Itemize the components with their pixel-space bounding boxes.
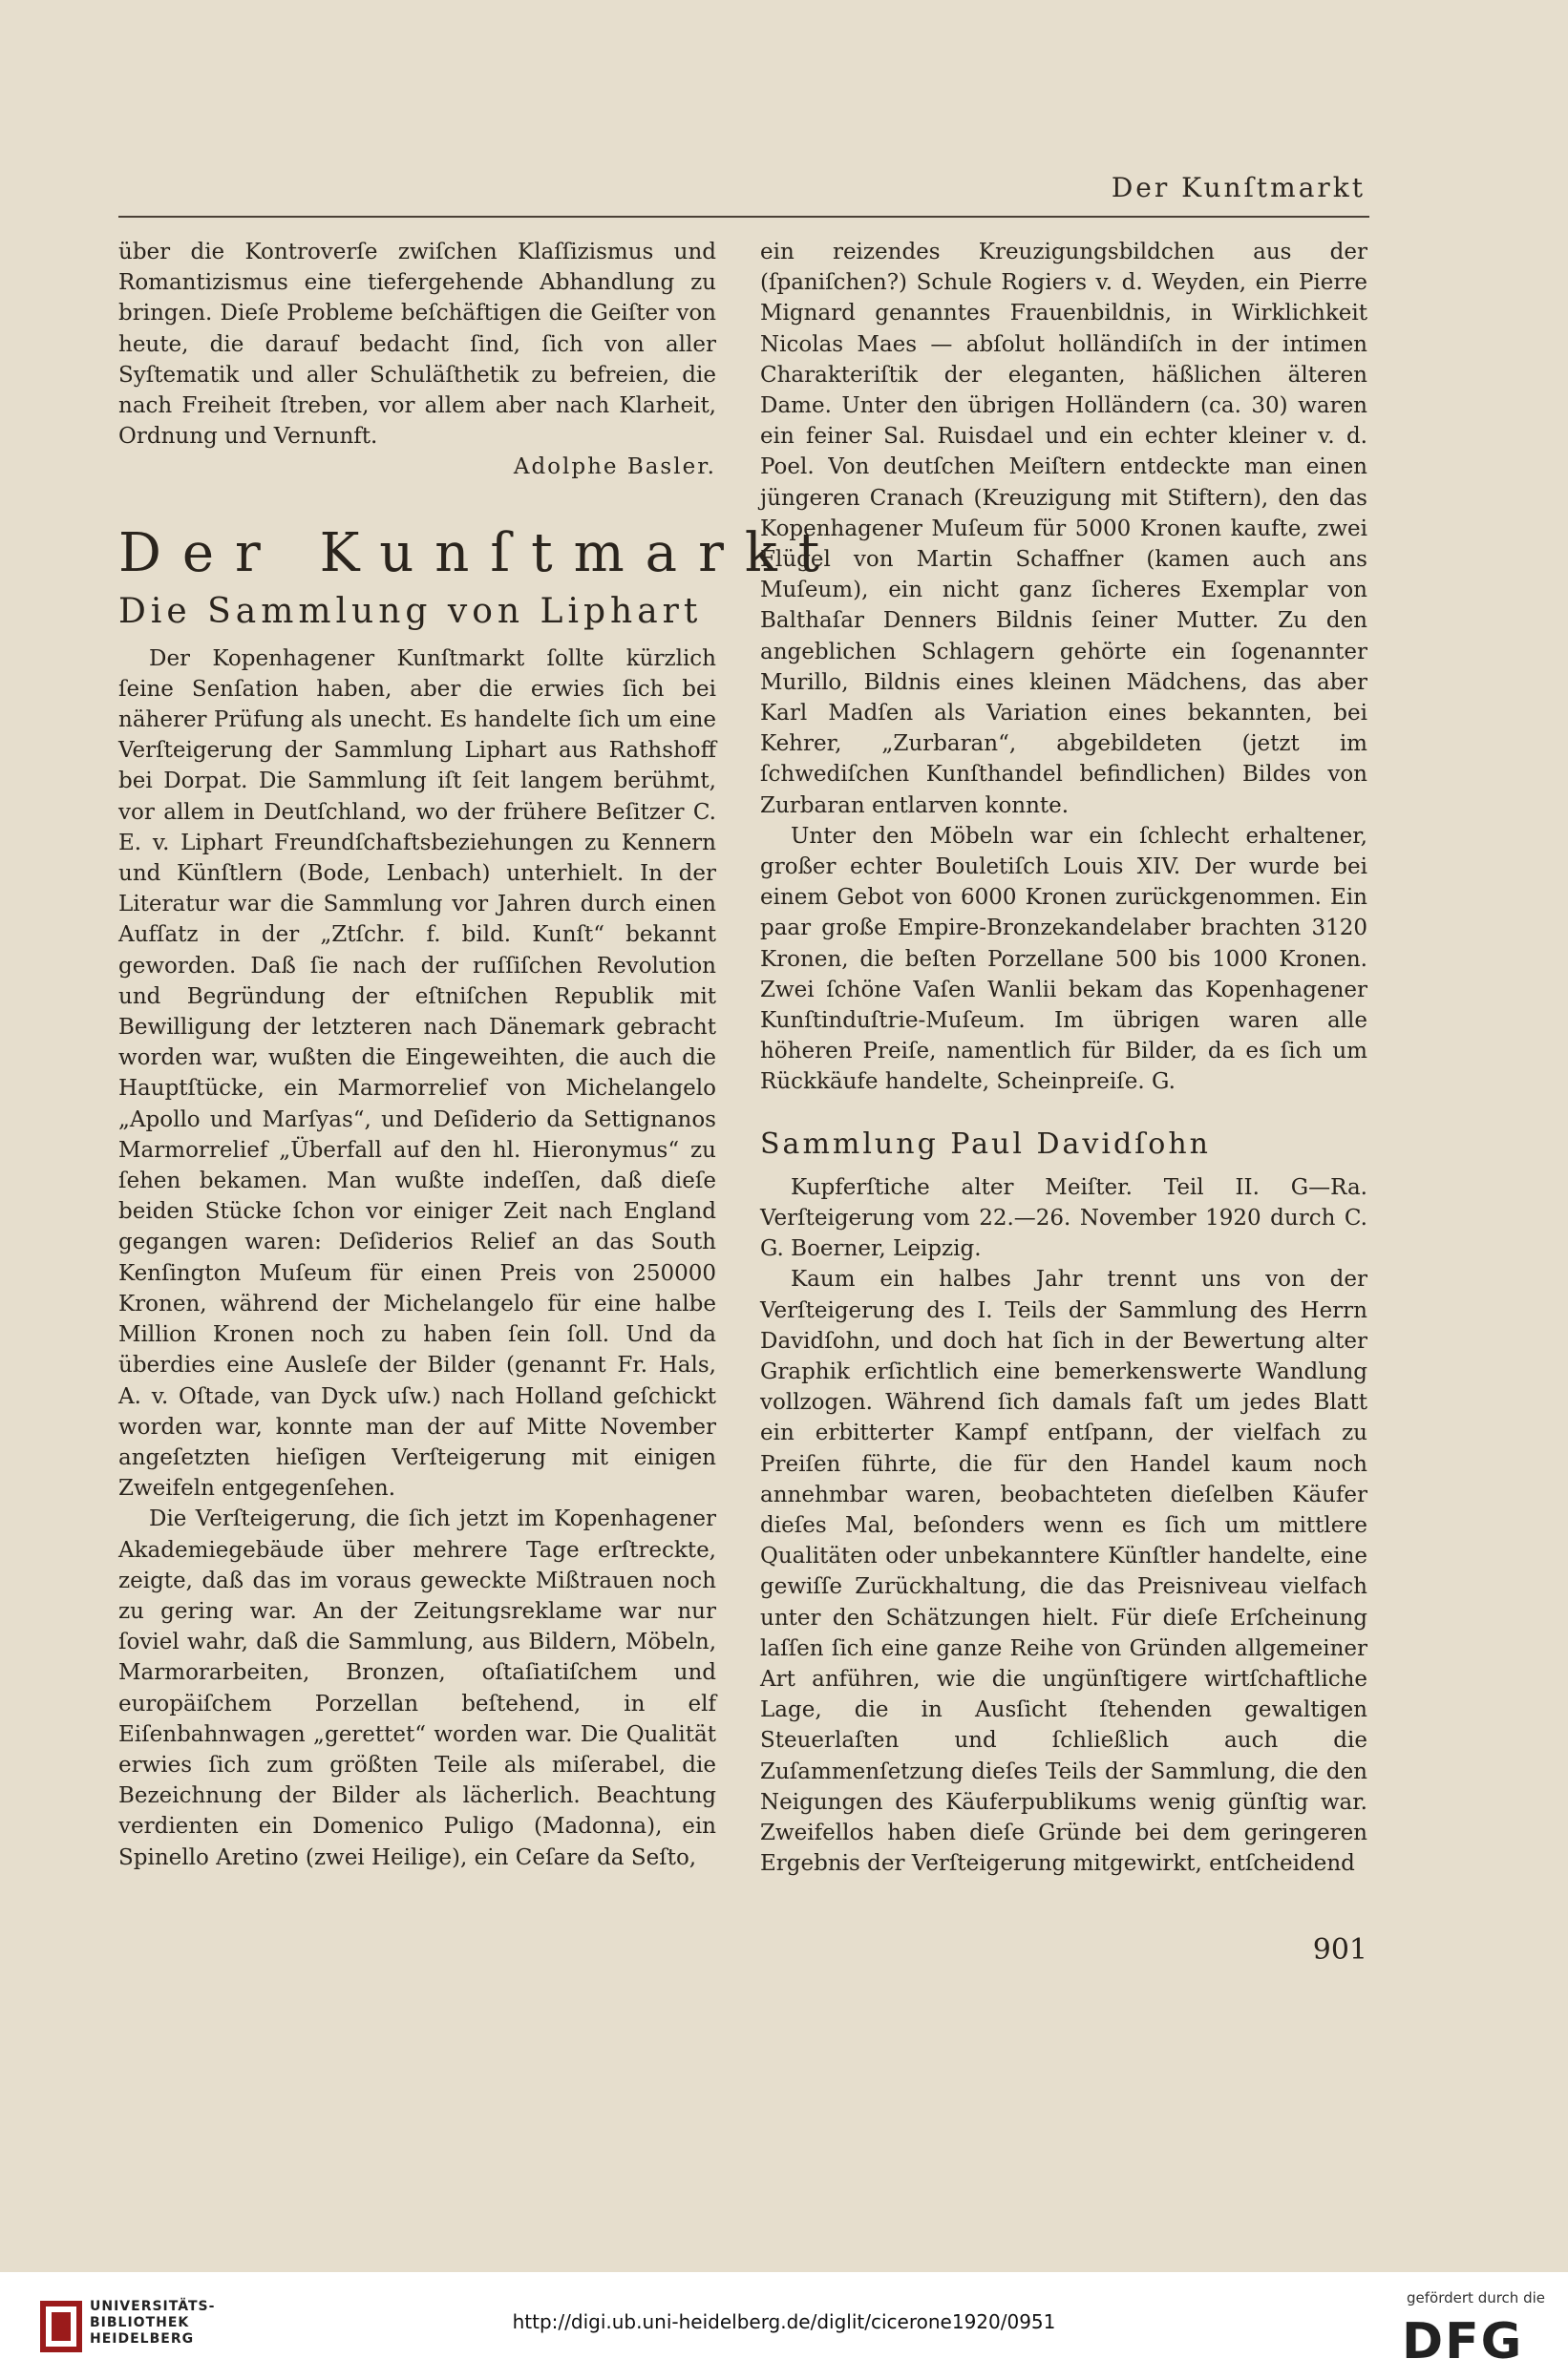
running-head: Der Kunſtmarkt xyxy=(1111,172,1366,203)
intro-paragraph: über die Kontroverſe zwiſchen Klaſſizismus und Romantizismus eine tiefergehende Abhandlung zu bringen. Dieſe Probleme beſchäftigen die Geiſter von heute, die darauf bedacht ſind, ſich von aller Syſtematik und aller Schuläſthetik zu befreien, die nach Freiheit ſtreben, vor allem aber nach Klarheit, Ordnung und Vernunft. xyxy=(118,240,716,450)
body-paragraph: Der Kopenhagener Kunſtmarkt ſollte kürzlich ſeine Senſation haben, aber die erwies ſich bei näherer Prüfung als unecht. Es handelte ſich um eine Verſteigerung der Sammlung Liphart aus Rathshoff bei Dorpat. Die Sammlung iſt ſeit langem berühmt, vor allem in Deutſchland, wo der frühere Beſitzer C. E. v. Liphart Freundſchaftsbeziehungen zu Kennern und Künſtlern (Bode, Lenbach) unterhielt. In der Literatur war die Sammlung vor Jahren durch einen Aufſatz in der „Ztſchr. f. bild. Kunſt“ bekannt geworden. Daß ſie nach der ruſſiſchen Revolution und Begründung der eſtniſchen Republik mit Bewilligung der letzteren nach Dänemark gebracht worden war, wußten die Eingeweihten, die auch die Hauptſtücke, ein Marmorrelief von Michelangelo „Apollo und Marſyas“, und Deſiderio da Settignanos Marmorrelief „Überfall auf den hl. Hieronymus“ zu ſehen bekamen. Man wußte indeſſen, daß dieſe beiden Stücke ſchon vor einiger Zeit nach England gegangen waren: Deſiderios Relief an das South Kenſington Muſeum für einen Preis von 250000 Kronen, während der Michelangelo für eine halbe Million Kronen noch zu haben ſein ſoll. Und da überdies eine Ausleſe der Bilder (genannt Fr. Hals, A. v. Oſtade, van Dyck uſw.) nach Holland geſchickt worden war, konnte man der auf Mitte November angeſetzten hieſigen Verſteigerung mit einigen Zweifeln entgegenſehen. xyxy=(118,645,716,1502)
bibliographic-note: Kupferſtiche alter Meiſter. Teil II. G—Ra. Verſteigerung vom 22.—26. November 1920 durch C. G. Boerner, Leipzig. xyxy=(760,1174,1367,1262)
author-signature: Adolphe Basler. xyxy=(513,454,716,480)
body-paragraph: Unter den Möbeln war ein ſchlecht erhaltener, großer echter Bouletiſch Louis XIV. Der wurde bei einem Gebot von 6000 Kronen zurückgenommen. Ein paar große Empire-Bronzekandelaber brachten 3120 Kronen, die beſten Porzellane 500 bis 1000 Kronen. Zwei ſchöne Vaſen Wanlii bekam das Kopenhagener Kunſtinduſtrie-Muſeum. Im übrigen waren alle höheren Preiſe, namentlich für Bilder, da es ſich um Rückkäufe handelte, Scheinpreiſe. G. xyxy=(760,823,1367,1095)
permalink-url[interactable]: http://digi.ub.uni-heidelberg.de/diglit/cicerone1920/0951 xyxy=(512,2310,1056,2333)
body-paragraph: Die Verſteigerung, die ſich jetzt im Kopenhagener Akademiegebäude über mehrere Tage erſtreckte, zeigte, daß das im voraus geweckte Mißtrauen noch zu gering war. An der Zeitungsreklame war nur ſoviel wahr, daß die Sammlung, aus Bildern, Möbeln, Marmorarbeiten, Bronzen, oſtaſiatiſchem und europäiſchem Porzellan beſtehend, in elf Eiſenbahnwagen „gerettet“ worden war. Die Qualität erwies ſich zum größten Teile als miſerabel, die Bezeichnung der Bilder als lächerlich. Beachtung verdienten ein Domenico Puligo (Madonna), ein Spinello Aretino (zwei Heilige), ein Ceſare da Seſto, xyxy=(118,1506,716,1870)
library-name-line: BIBLIOTHEK xyxy=(90,2315,190,2330)
left-column xyxy=(118,237,841,1873)
support-text: gefördert durch die xyxy=(1407,2289,1545,2306)
dfg-logo-text: DFG xyxy=(1402,2314,1524,2364)
subsection-title-davidsohn: Sammlung Paul Davidſohn xyxy=(760,1127,1211,1161)
right-column xyxy=(760,237,1367,1879)
body-paragraph: Kaum ein halbes Jahr trennt uns von der Verſteigerung des I. Teils der Sammlung des Herrn Davidſohn, und doch hat ſich in der Bewertung alter Graphik erſichtlich eine bemerkenswerte Wandlung vollzogen. Während ſich damals faſt um jedes Blatt ein erbitterter Kampf entſpann, der vielfach zu Preiſen führte, die für den Handel kaum noch annehmbar waren, beobachteten dieſelben Käufer dieſes Mal, beſonders wenn es ſich um mittlere Qualitäten oder unbekanntere Künſtler handelte, eine gewiſſe Zurückhaltung, die das Preisniveau vielfach unter den Schätzungen hielt. Für dieſe Erſcheinung laſſen ſich eine ganze Reihe von Gründen allgemeiner Art anführen, wie die ungünſtigere wirtſchaftliche Lage, die in Ausſicht ſtehenden gewaltigen Steuerlaſten und ſchließlich auch die Zuſammenſetzung dieſes Teils der Sammlung, die den Neigungen des Käuferpublikums wenig günſtig war. Zweifellos haben dieſe Gründe bei dem geringeren Ergebnis der Verſteigerung mitgewirkt, entſcheidend xyxy=(760,1267,1367,1877)
library-name-line: UNIVERSITÄTS- xyxy=(90,2299,216,2314)
body-paragraph: ein reizendes Kreuzigungsbildchen aus der (ſpaniſchen?) Schule Rogiers v. d. Weyden, ein Pierre Mignard genanntes Frauenbildnis, in Wirklichkeit Nicolas Maes — abſolut holländiſch in der intimen Charakteriſtik der eleganten, häßlichen älteren Dame. Unter den übrigen Holländern (ca. 30) waren ein feiner Sal. Ruisdael und ein echter kleiner v. d. Poel. Von deutſchen Meiſtern entdeckte man einen jüngeren Cranach (Kreuzigung mit Stiftern), den das Kopenhagener Muſeum für 5000 Kronen kaufte, zwei Flügel von Martin Schaffner (kamen auch ans Muſeum), ein nicht ganz ſicheres Exemplar von Balthaſar Denners Bildnis ſeiner Mutter. Zu den angeblichen Schlagern gehörte ein ſogenannter Murillo, Bildnis eines kleinen Mädchens, das aber Karl Madſen als Variation eines bekannten, bei Kehrer, „Zurbaran“, abgebildeten (jetzt im ſchwediſchen Kunſthandel befindlichen) Bildes von Zurbaran entlarven konnte. xyxy=(760,240,1367,818)
digitization-footer xyxy=(0,2272,1568,2380)
page-number: 901 xyxy=(1312,1933,1367,1967)
section-title: Der Kunſtmarkt xyxy=(118,521,841,584)
header-rule xyxy=(118,216,1369,218)
library-name-line: HEIDELBERG xyxy=(90,2331,195,2347)
subsection-title-liphart: Die Sammlung von Liphart xyxy=(118,591,703,631)
dfg-logo-icon xyxy=(1402,2314,1545,2364)
